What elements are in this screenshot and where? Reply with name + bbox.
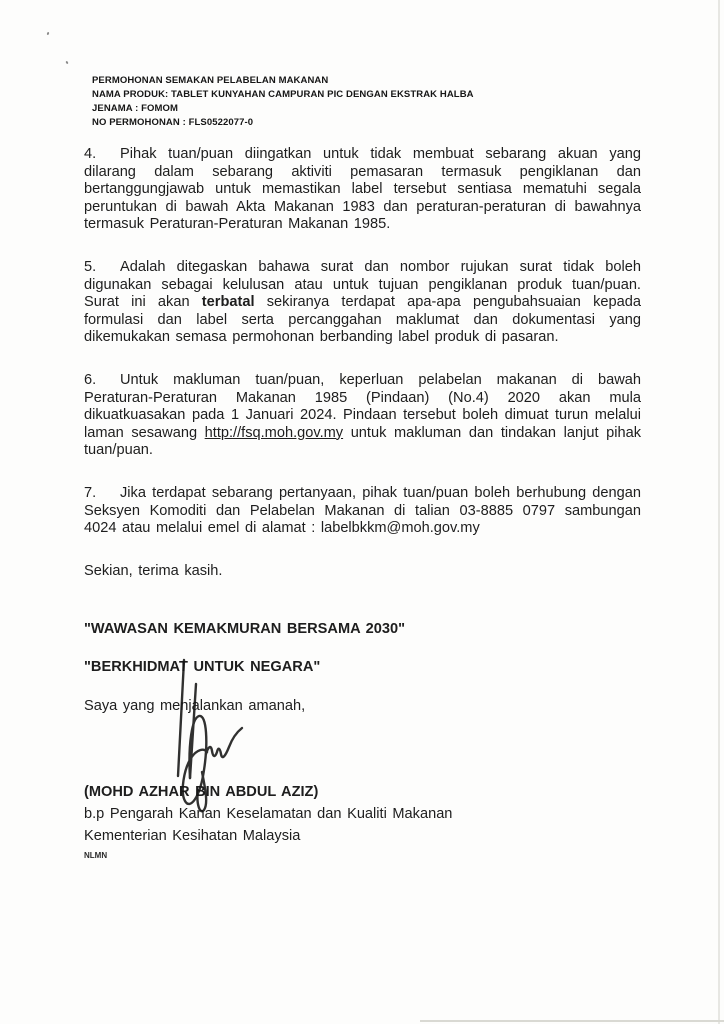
scan-speck [47, 32, 50, 36]
scan-edge-right [718, 0, 720, 1024]
header-application-number: NO PERMOHONAN : FLS0522077-0 [92, 117, 254, 128]
signatory-block [84, 781, 641, 861]
contact-email: labelbkkm@moh.gov.my [320, 520, 480, 537]
signatory-title: b.p Pengarah Kanan Keselamatan dan Kualiti Makanan [84, 806, 453, 823]
closing-thanks: Sekian, terima kasih. [84, 562, 223, 579]
fsq-website-link[interactable]: http://fsq.moh.gov.my [204, 424, 344, 441]
emphasized-word: terbatal [201, 294, 255, 311]
signoff-phrase: Saya yang menjalankan amanah, [84, 698, 306, 715]
paragraph-5-text: Adalah ditegaskan bahawa surat dan nombor rujukan surat tidak boleh digunakan sebagai kelulusan atau untuk tujuan pengiklanan produk tuan/puan. Surat ini akan [84, 258, 641, 311]
signatory-name: (MOHD AZHAR BIN ABDUL AZIZ) [84, 784, 319, 801]
scan-edge-bottom [420, 1020, 724, 1022]
clause-number: 6. [84, 371, 97, 388]
paragraph-4-text: Pihak tuan/puan diingatkan untuk tidak membuat sebarang akuan yang dilarang dalam sebarang aktiviti pemasaran termasuk pengiklanan dan bertanggungjawab untuk memastikan label tersebut sentiasa mematuhi segala peruntukan di bawah Akta Makanan 1983 dan peraturan-peraturan di bawahnya termasuk Peraturan-Peraturan Makanan 1985. [84, 146, 641, 233]
paragraph-5 [84, 259, 641, 347]
paragraph-7 [84, 485, 641, 538]
letter-body [84, 146, 641, 861]
signatory-organization: Kementerian Kesihatan Malaysia [84, 828, 301, 845]
clause-number: 7. [84, 484, 97, 501]
clause-number: 4. [84, 146, 97, 162]
typist-initials: NLMN [84, 851, 108, 861]
clause-number: 5. [84, 258, 97, 275]
paragraph-5-text-continued: sekiranya terdapat apa-apa pengubahsuaian kepada formulasi dan label serta percanggahan maklumat dan dokumentasi yang dikemukakan semasa permohonan berbanding label produk di pasaran. [84, 294, 641, 346]
scan-speck [65, 61, 68, 65]
header-product-name: NAMA PRODUK: TABLET KUNYAHAN CAMPURAN PIC DENGAN EKSTRAK HALBA [92, 89, 474, 100]
paragraph-4 [84, 146, 641, 234]
paragraph-7-text: Jika terdapat sebarang pertanyaan, pihak tuan/puan boleh berhubung dengan Seksyen Komoditi dan Pelabelan Makanan di talian 03-8885 0797 sambungan 4024 atau melalui emel di alamat : [84, 484, 641, 537]
paragraph-6-text-continued: untuk makluman dan tindakan lanjut pihak tuan/puan. [84, 424, 641, 459]
header-brand: JENAMA : FOMOM [92, 103, 179, 114]
letter-header [92, 74, 474, 130]
slogan-wawasan: "WAWASAN KEMAKMURAN BERSAMA 2030" [84, 621, 406, 638]
header-application-title: PERMOHONAN SEMAKAN PELABELAN MAKANAN [92, 75, 329, 86]
paragraph-6-text: Untuk makluman tuan/puan, keperluan pelabelan makanan di bawah Peraturan-Peraturan Makanan 1985 (Pindaan) (No.4) 2020 akan mula dikuatkuasakan pada 1 Januari 2024. Pindaan tersebut boleh dimuat turun melalui laman sesawang [84, 371, 641, 441]
slogan-berkhidmat: "BERKHIDMAT UNTUK NEGARA" [84, 658, 321, 675]
paragraph-6 [84, 372, 641, 460]
